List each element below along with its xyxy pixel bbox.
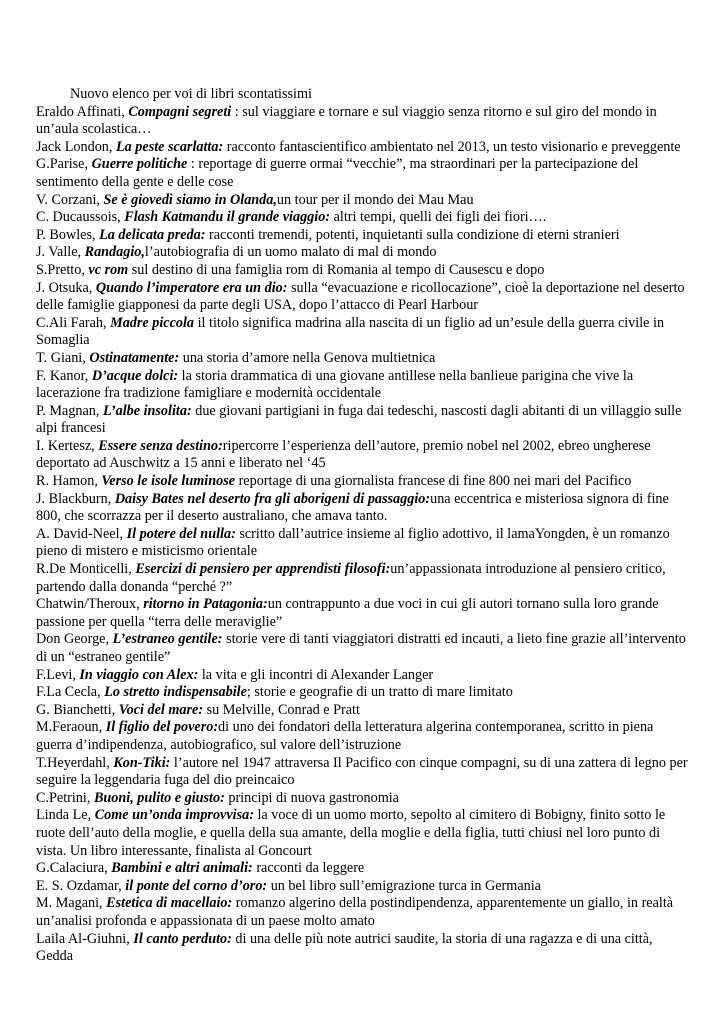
book-entry [36,227,688,245]
book-description: un’appassionata introduzione al pensiero critico, partendo dalla donanda “perché ?” [36,561,666,595]
book-description: una storia d’amore nella Genova multietnica [179,349,436,366]
book-title: Il potere del nulla: [126,525,236,542]
book-description: un tour per il mondo dei Mau Mau [276,191,474,208]
book-title: Il canto perduto: [133,930,232,947]
book-author: F.Levi, [36,666,80,683]
book-author: V. Corzani, [36,191,104,208]
book-title: Estetica di macellaio: [106,895,233,912]
book-entry [36,244,688,262]
book-title: La peste scarlatta: [116,138,224,155]
book-description: principi di nuova gastronomia [224,789,399,806]
book-title: Se è giovedì siamo in Olanda, [103,191,277,208]
book-entry [36,878,688,896]
book-title: In viaggio con Alex: [79,666,199,683]
book-entry [36,755,688,790]
book-author: P. Bowles, [36,226,100,243]
book-title: Ostinatamente: [89,349,180,366]
book-author: G. Bianchetti, [36,701,119,718]
book-author: J. Valle, [36,244,85,261]
book-author: Don George, [36,631,113,648]
book-description: su Melville, Conrad e Pratt [203,701,360,718]
book-entry [36,280,688,315]
book-entry [36,631,688,666]
book-author: P. Magnan, [36,402,103,419]
book-author: J. Otsuka, [36,279,96,296]
book-author: Chatwin/Theroux, [36,596,144,613]
book-entry [36,684,688,702]
book-entry [36,368,688,403]
book-description: reportage di una giornalista francese di fine 800 nei mari del Pacifico [235,473,632,490]
book-title: Flash Katmandu il grande viaggio: [124,209,331,226]
book-author: Linda Le, [36,807,95,824]
book-description: la voce di un uomo morto, sepolto al cimitero di Bobigny, finito sotto le ruote dell’auto della moglie, e quella della sua amante, della moglie e della figlia, tutti chiusi nel loro punto di vista. Un libro interessante, finalista al Goncourt [36,807,666,859]
book-title: vc rom [88,261,129,278]
document-body [36,86,688,966]
book-description: l’autore nel 1947 attraversa Il Pacifico con cinque compagni, su di una zattera di legno per seguire la leggendaria fuga del dio preincaico [36,754,688,789]
book-entry [36,790,688,808]
book-title: Verso le isole luminose [101,473,236,490]
book-title: L’estraneo gentile: [112,631,223,648]
book-entry [36,350,688,368]
book-title: Kon-Tiki: [113,754,171,771]
book-author: C.Petrini, [36,789,94,806]
book-description: due giovani partigiani in fuga dai tedeschi, nascosti dagli abitanti di un villaggio sulle alpi francesi [36,402,682,437]
book-title: L’albe insolita: [103,402,192,419]
book-entry [36,209,688,227]
book-title: Bambini e altri animali: [111,860,253,877]
book-author: G.Parise, [36,156,92,173]
book-title: Come un’onda improvvisa: [94,807,254,824]
book-title: Compagni segreti [128,103,232,120]
book-entry [36,702,688,720]
book-author: J. Blackburn, [36,490,115,507]
book-title: Il figlio del povero: [105,719,219,736]
book-author: S.Pretto, [36,261,89,278]
book-description: un contrappunto a due voci in cui gli autori tornano sulla loro grande passione per quella “terra delle meraviglie” [36,596,659,630]
book-description: : sul viaggiare e tornare e sul viaggio senza ritorno e sul giro del mondo in un’aula scolastica… [36,103,657,138]
book-entry [36,895,688,930]
book-entry [36,860,688,878]
book-description: una eccentrica e misteriosa signora di fine 800, che scorrazza per il deserto australiano, che amava tanto. [36,490,669,525]
book-entry [36,438,688,473]
book-description: racconti tremendi, potenti, inquietanti sulla condizione di eterni stranieri [205,226,620,243]
book-description: la storia drammatica di una giovane antillese nella banlieue parigina che vive la lacerazione fra tradizione famigliare e modernità occidentale [36,367,634,402]
book-entry [36,192,688,210]
book-entry [36,315,688,350]
book-description: scritto dall’autrice insieme al figlio adottivo, il lamaYongden, è un romanzo pieno di mistero e misticismo orientale [36,525,670,560]
book-description: storie vere di tanti viaggiatori distratti ed incauti, a lieto fine grazie all’intervento di un “estraneo gentile” [36,631,686,665]
book-entry [36,104,688,139]
book-description: ripercorre l’esperienza dell’autore, premio nobel nel 2002, ebreo ungherese deportato ad Auschwitz a 15 anni e liberato nel ‘45 [36,437,651,472]
book-description: altri tempi, quelli dei figli dei fiori…. [330,209,547,226]
book-description: racconto fantascientifico ambientato nel 2013, un testo visionario e preveggente [223,138,681,155]
book-description: di una delle più note autrici saudite, la storia di una ragazza e di una città, Gedda [36,930,653,965]
book-entry [36,807,688,860]
book-title: Quando l’imperatore era un dio: [95,279,288,296]
document-heading: Nuovo elenco per voi di libri scontatissimi [70,86,312,102]
book-entry [36,561,688,596]
book-entry [36,491,688,526]
book-entry [36,139,688,157]
book-description: il titolo significa madrina alla nascita di un figlio ad un’esule della guerra civile in Somaglia [36,314,665,349]
book-title: Daisy Bates nel deserto fra gli aborigeni di passaggio: [114,490,431,507]
book-entry [36,596,688,631]
book-entry [36,473,688,491]
book-author: F.La Cecla, [36,684,105,701]
book-title: Randagio, [84,244,145,261]
book-description: la vita e gli incontri di Alexander Langer [198,666,434,683]
book-author: I. Kertesz, [36,437,99,454]
book-author: Jack London, [36,138,116,155]
book-title: D’acque dolci: [91,367,179,384]
book-title: Guerre politiche [91,156,188,173]
book-title: Buoni, pulito e giusto: [93,789,225,806]
book-author: M. Magani, [36,895,107,912]
book-description: un bel libro sull’emigrazione turca in Germania [267,877,541,894]
book-description: di uno dei fondatori della letteratura algerina contemporanea, scritto in piena guerra d’indipendenza, autobiografico, sul valore dell’istruzione [36,719,654,753]
book-title: Essere senza destino: [98,437,223,454]
book-entry [36,262,688,280]
book-description: sul destino di una famiglia rom di Romania al tempo di Causescu e dopo [128,261,545,278]
book-description: : reportage di guerre ormai “vecchie”, ma straordinari per la partecipazione del sentimento della gente e delle cose [36,156,639,190]
book-author: C.Ali Farah, [36,314,111,331]
book-entry [36,719,688,754]
book-author: R.De Monticelli, [36,561,136,578]
book-title: Lo stretto indispensabile [104,684,247,701]
book-author: M.Feraoun, [36,719,106,736]
book-author: A. David-Neel, [36,525,127,542]
book-author: G.Calaciura, [36,860,112,877]
book-title: Esercizi di pensiero per apprendisti filosofi: [135,561,391,578]
book-author: Laila Al-Giuhni, [36,930,134,947]
book-author: E. S. Ozdamar, [36,877,126,894]
book-description: ; storie e geografie di un tratto di mare limitato [246,684,513,701]
book-author: F. Kanor, [36,367,92,384]
book-author: T.Heyerdahl, [36,754,114,771]
book-description: l’autobiografia di un uomo malato di mal di mondo [144,244,437,261]
book-entry [36,931,688,966]
book-description: racconti da leggere [252,860,365,877]
book-list [36,104,688,966]
book-entry [36,403,688,438]
book-title: Madre piccola [110,314,195,331]
book-title: il ponte del corno d’oro: [125,877,268,894]
book-author: T. Giani, [36,349,90,366]
book-title: La delicata preda: [99,226,206,243]
book-description: romanzo algerino della postindipendenza, apparentemente un giallo, in realtà un’analisi profonda e appassionata di un paese molto amato [36,895,674,929]
book-author: C. Ducaussois, [36,209,125,226]
book-entry [36,526,688,561]
book-description: sulla “evacuazione e ricollocazione”, cioè la deportazione nel deserto delle famiglie giapponesi da parte degli USA, dopo l’attacco di Pearl Harbour [36,279,685,314]
book-entry [36,156,688,191]
book-title: ritorno in Patagonia: [143,596,268,613]
book-author: R. Hamon, [36,473,102,490]
book-entry [36,667,688,685]
book-author: Eraldo Affinati, [36,103,129,120]
book-title: Voci del mare: [118,701,204,718]
